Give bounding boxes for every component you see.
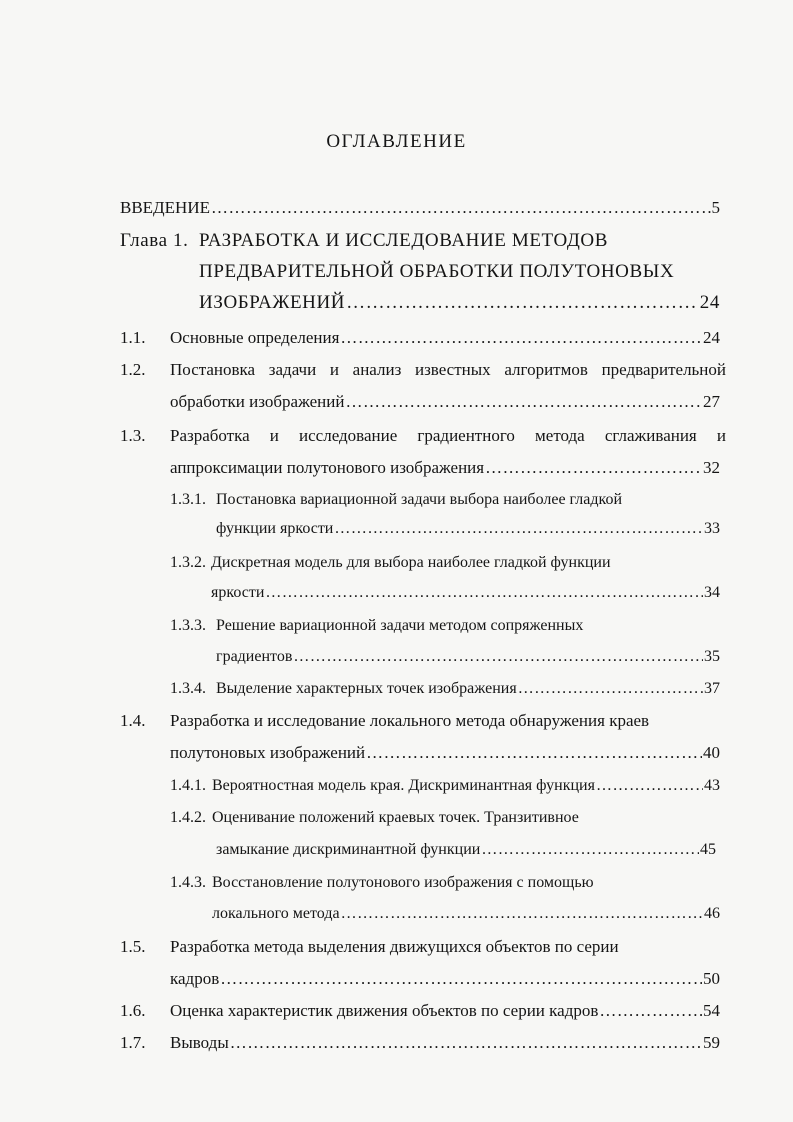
toc-page-number: 24 xyxy=(699,292,720,313)
toc-label: градиентов xyxy=(216,648,293,665)
toc-entry-1-3-2-line1: Дискретная модель для выбора наиболее гладкой функции xyxy=(211,554,611,571)
toc-section-number: 1.6. xyxy=(120,1001,146,1020)
toc-page-number: 37 xyxy=(704,680,720,697)
toc-subsection-number: 1.4.3. xyxy=(170,874,206,891)
toc-leader xyxy=(346,291,699,315)
toc-entry-1-3-2[interactable] xyxy=(211,581,720,605)
toc-page-number: 50 xyxy=(703,969,720,988)
toc-page-number: 40 xyxy=(703,743,720,762)
toc-entry-1-4-3-line1: Восстановление полутонового изображения с помощью xyxy=(212,874,594,891)
toc-entry-1-3-3-line1: Решение вариационной задачи методом сопряженных xyxy=(216,617,584,634)
toc-label: обработки изображений xyxy=(170,392,345,411)
toc-entry-1-7[interactable] xyxy=(170,1031,720,1055)
toc-entry-intro[interactable] xyxy=(120,196,720,220)
toc-leader xyxy=(345,390,702,414)
toc-chapter-title-line2: ПРЕДВАРИТЕЛЬНОЙ ОБРАБОТКИ ПОЛУТОНОВЫХ xyxy=(199,261,675,282)
toc-label: Выделение характерных точек изображения xyxy=(216,680,517,697)
toc-entry-1-4-line1: Разработка и исследование локального метода обнаружения краев xyxy=(170,711,650,730)
toc-leader xyxy=(220,967,702,991)
toc-leader xyxy=(596,774,703,798)
toc-subsection-number: 1.3.2. xyxy=(170,554,206,571)
toc-page-number: 35 xyxy=(704,648,720,665)
toc-entry-1-1[interactable] xyxy=(170,326,720,350)
toc-leader xyxy=(485,456,702,480)
toc-entry-1-3[interactable] xyxy=(170,456,720,480)
toc-entry-1-3-4[interactable] xyxy=(216,677,720,701)
toc-leader xyxy=(265,581,703,605)
toc-label: локального метода xyxy=(212,905,340,922)
toc-leader xyxy=(334,517,703,541)
toc-subsection-number: 1.4.2. xyxy=(170,809,206,826)
toc-leader xyxy=(340,326,702,350)
toc-page-number: 24 xyxy=(703,328,720,347)
toc-label: Вероятностная модель края. Дискриминантная функция xyxy=(212,777,595,794)
toc-label: замыкание дискриминантной функции xyxy=(216,841,481,858)
toc-page-number: 33 xyxy=(704,520,720,537)
toc-section-number: 1.1. xyxy=(120,328,146,347)
toc-subsection-number: 1.3.4. xyxy=(170,680,206,697)
toc-label: кадров xyxy=(170,969,220,988)
toc-label: ИЗОБРАЖЕНИЙ xyxy=(199,292,346,313)
toc-entry-1-4-2-line1: Оценивание положений краевых точек. Транзитивное xyxy=(212,809,579,826)
toc-leader xyxy=(341,902,703,926)
toc-page-number: 32 xyxy=(703,458,720,477)
toc-entry-1-2[interactable] xyxy=(170,390,720,414)
toc-label: ВВЕДЕНИЕ xyxy=(120,198,210,217)
toc-subsection-number: 1.3.1. xyxy=(170,491,206,508)
toc-label: полутоновых изображений xyxy=(170,743,366,762)
toc-section-number: 1.5. xyxy=(120,937,146,956)
toc-entry-1-4-1[interactable] xyxy=(212,774,720,798)
toc-leader xyxy=(518,677,703,701)
toc-label: яркости xyxy=(211,584,265,601)
toc-section-number: 1.2. xyxy=(120,360,146,379)
toc-entry-1-3-3[interactable] xyxy=(216,645,720,669)
toc-page-number: 46 xyxy=(704,905,720,922)
toc-label: Основные определения xyxy=(170,328,340,347)
toc-subsection-number: 1.3.3. xyxy=(170,617,206,634)
toc-entry-1-3-1[interactable] xyxy=(216,517,720,541)
toc-page-number: 5 xyxy=(711,198,720,217)
toc-entry-1-3-1-line1: Постановка вариационной задачи выбора наиболее гладкой xyxy=(216,491,623,508)
toc-chapter-title-line1: РАЗРАБОТКА И ИССЛЕДОВАНИЕ МЕТОДОВ xyxy=(199,230,609,251)
toc-leader xyxy=(599,999,702,1023)
toc-entry-1-5-line1: Разработка метода выделения движущихся объектов по серии xyxy=(170,937,619,956)
toc-label: Оценка характеристик движения объектов по серии кадров xyxy=(170,1001,599,1020)
toc-entry-1-6[interactable] xyxy=(170,999,720,1023)
toc-entry-1-4-3[interactable] xyxy=(212,902,720,926)
page-title: ОГЛАВЛЕНИЕ xyxy=(326,131,467,152)
toc-chapter-prefix: Глава 1. xyxy=(120,230,189,251)
toc-label: аппроксимации полутонового изображения xyxy=(170,458,485,477)
toc-page-number: 27 xyxy=(703,392,720,411)
toc-leader xyxy=(211,196,711,220)
toc-leader xyxy=(293,645,703,669)
toc-page-number: 34 xyxy=(704,584,720,601)
toc-section-number: 1.3. xyxy=(120,426,146,445)
toc-subsection-number: 1.4.1. xyxy=(170,777,206,794)
toc-entry-1-4[interactable] xyxy=(170,741,720,765)
toc-section-number: 1.7. xyxy=(120,1033,146,1052)
toc-entry-1-2-line1: Постановка задачи и анализ известных алгоритмов предварительной xyxy=(170,360,726,379)
toc-entry-1-4-2[interactable] xyxy=(216,838,716,862)
toc-page-number: 45 xyxy=(700,841,716,858)
toc-label: Выводы xyxy=(170,1033,229,1052)
toc-leader xyxy=(481,838,699,862)
toc-entry-chapter1[interactable] xyxy=(199,291,720,315)
toc-page-number: 43 xyxy=(704,777,720,794)
toc-page-number: 54 xyxy=(703,1001,720,1020)
toc-leader xyxy=(230,1031,702,1055)
toc-leader xyxy=(366,741,702,765)
toc-section-number: 1.4. xyxy=(120,711,146,730)
toc-label: функции яркости xyxy=(216,520,334,537)
toc-entry-1-5[interactable] xyxy=(170,967,720,991)
toc-entry-1-3-line1: Разработка и исследование градиентного метода сглаживания и xyxy=(170,426,726,445)
toc-page-number: 59 xyxy=(703,1033,720,1052)
